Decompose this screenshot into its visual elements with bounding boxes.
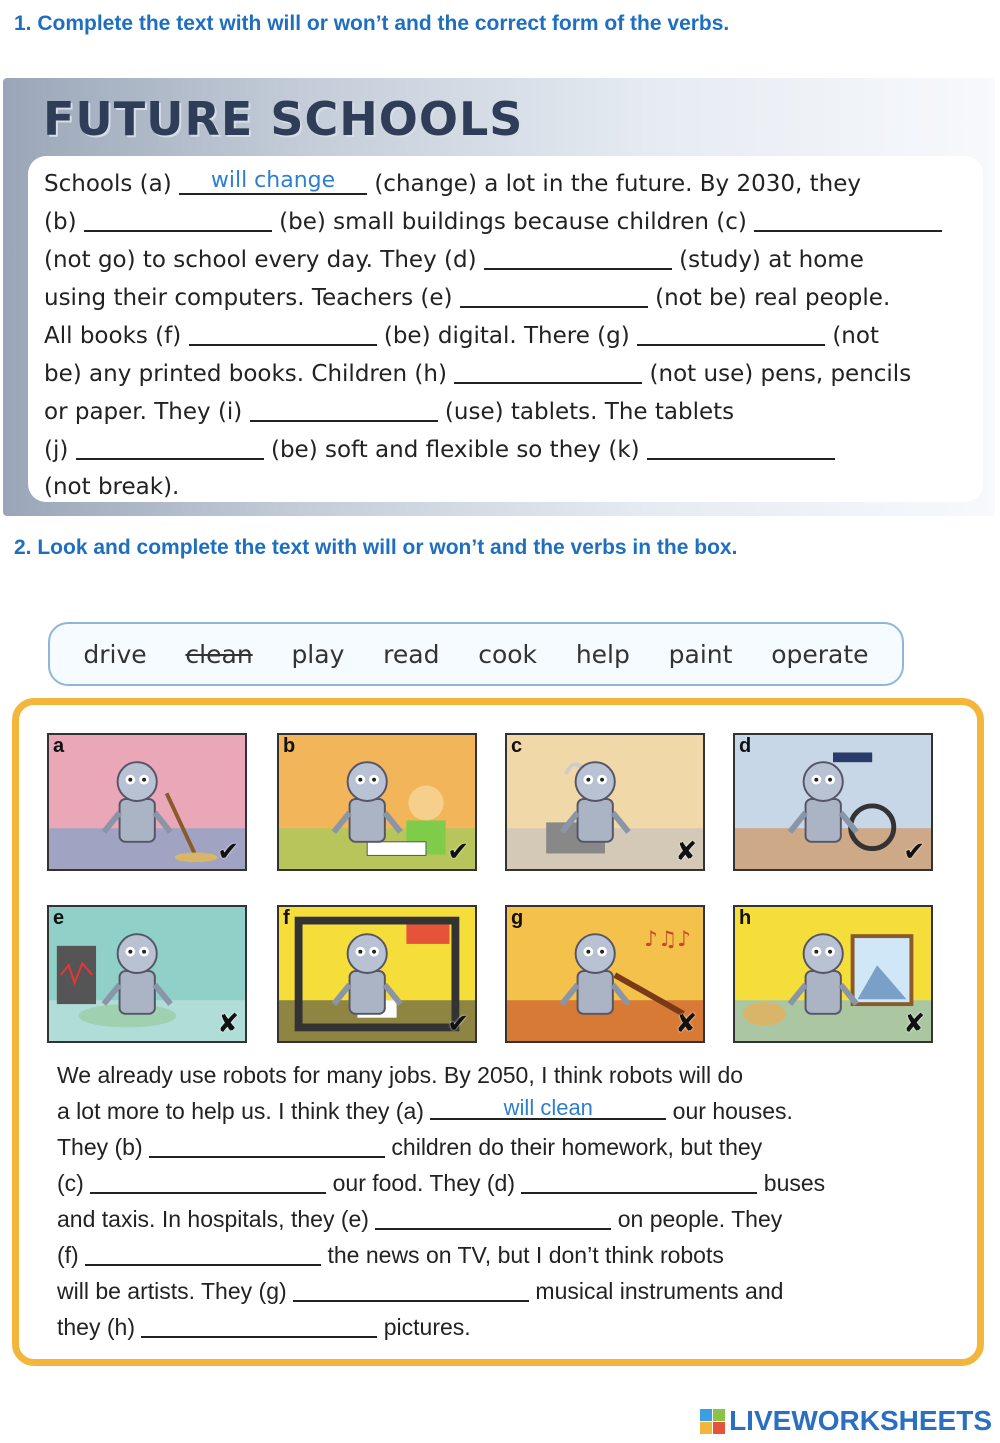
fs-text-line <box>44 279 967 317</box>
text-segment: using their computers. Teachers (e) <box>44 285 460 311</box>
fs-answer-blank[interactable] <box>460 282 648 308</box>
story-answer-blank[interactable] <box>90 1170 326 1194</box>
picture-letter: h <box>739 907 752 929</box>
fs-answer-blank[interactable] <box>189 320 377 346</box>
story-text-line <box>57 1309 957 1345</box>
future-schools-panel <box>3 78 995 516</box>
verb-read: read <box>383 639 440 669</box>
picture-letter: a <box>53 735 65 757</box>
answer-text: will change <box>210 168 336 193</box>
fs-text-line <box>44 203 967 241</box>
text-segment: All books (f) <box>44 323 189 349</box>
fs-answer-blank[interactable] <box>76 434 264 460</box>
story-text-line <box>57 1273 957 1309</box>
story-text-line <box>57 1165 957 1201</box>
check-mark-icon: ✔ <box>447 1009 469 1039</box>
picture-g <box>505 905 705 1043</box>
text-segment: our food. They (d) <box>326 1170 522 1196</box>
text-segment: (j) <box>44 437 76 463</box>
answer-text: will clean <box>503 1095 593 1120</box>
picture-letter: e <box>53 907 65 929</box>
fs-text-line <box>44 393 967 431</box>
cross-mark-icon: ✘ <box>217 1009 239 1039</box>
text-segment: (c) <box>57 1170 91 1196</box>
picture-letter: b <box>283 735 296 757</box>
text-segment: will be artists. They (g) <box>57 1278 294 1304</box>
fs-text-line <box>44 469 967 506</box>
story-answer-blank[interactable] <box>521 1170 757 1194</box>
fs-answer-blank[interactable] <box>637 320 825 346</box>
text-segment: (not break). <box>44 474 180 500</box>
verb-operate: operate <box>771 639 869 669</box>
text-segment: (not use) pens, pencils <box>642 361 912 387</box>
robot-panel <box>12 698 984 1366</box>
picture-f <box>277 905 477 1043</box>
fs-answer-blank[interactable] <box>84 206 272 232</box>
fs-text-line <box>44 355 967 393</box>
text-segment: children do their homework, but they <box>385 1134 763 1160</box>
text-segment: (be) digital. There (g) <box>376 323 638 349</box>
text-segment: and taxis. In hospitals, they (e) <box>57 1206 376 1232</box>
story-answer-blank[interactable] <box>141 1314 377 1338</box>
liveworksheets-logo <box>700 1405 992 1437</box>
text-segment: (change) a lot in the future. By 2030, they <box>367 171 861 197</box>
text-segment: (study) at home <box>671 247 864 273</box>
story-answer-blank[interactable] <box>293 1278 529 1302</box>
fs-text-line <box>44 166 967 203</box>
fs-text-line <box>44 241 967 279</box>
picture-letter: c <box>511 735 523 757</box>
text-segment: Schools (a) <box>44 171 180 197</box>
check-mark-icon: ✔ <box>903 837 925 867</box>
picture-d <box>733 733 933 871</box>
text-segment: (not <box>825 323 879 349</box>
fs-answer-blank[interactable] <box>484 244 672 270</box>
check-mark-icon: ✔ <box>217 837 239 867</box>
future-schools-title: FUTURE SCHOOLS <box>43 92 524 146</box>
text-segment: on people. They <box>611 1206 783 1232</box>
story-answer-blank[interactable] <box>85 1242 321 1266</box>
exercise2-instruction: 2. Look and complete the text with will or won’t and the verbs in the box. <box>14 536 738 559</box>
fs-answer-blank[interactable] <box>454 358 642 384</box>
verb-help: help <box>575 639 630 669</box>
svg-text:♪♫♪: ♪♫♪ <box>644 926 692 952</box>
cross-mark-icon: ✘ <box>903 1009 925 1039</box>
text-segment: We already use robots for many jobs. By 2050, I think robots will do <box>57 1062 744 1088</box>
future-schools-text <box>28 156 983 502</box>
text-segment: or paper. They (i) <box>44 399 250 425</box>
logo-text: LIVEWORKSHEETS <box>729 1405 992 1436</box>
text-segment: (not go) to school every day. They (d) <box>44 247 484 273</box>
picture-b <box>277 733 477 871</box>
verb-box <box>48 622 904 686</box>
picture-a <box>47 733 247 871</box>
story-answer-blank[interactable] <box>375 1206 611 1230</box>
story-text-line <box>57 1129 957 1165</box>
picture-letter: g <box>511 907 524 929</box>
fs-answer-blank[interactable] <box>647 434 835 460</box>
cross-mark-icon: ✘ <box>675 837 697 867</box>
text-segment: the news on TV, but I don’t think robots <box>321 1242 724 1268</box>
picture-e <box>47 905 247 1043</box>
robot-story-text <box>57 1057 957 1345</box>
text-segment: (be) soft and flexible so they (k) <box>263 437 647 463</box>
exercise1-instruction: 1. Complete the text with will or won’t and the correct form of the verbs. <box>14 12 730 35</box>
text-segment: they (h) <box>57 1314 142 1340</box>
text-segment: our houses. <box>666 1098 793 1124</box>
fs-text-line <box>44 431 967 469</box>
text-segment: (use) tablets. The tablets <box>437 399 735 425</box>
text-segment: be) any printed books. Children (h) <box>44 361 455 387</box>
fs-answer-blank[interactable] <box>754 206 942 232</box>
text-segment: musical instruments and <box>529 1278 784 1304</box>
cross-mark-icon: ✘ <box>675 1009 697 1039</box>
verb-clean: clean <box>185 639 253 669</box>
story-text-line <box>57 1057 957 1093</box>
verb-paint: paint <box>668 639 733 669</box>
text-segment: (not be) real people. <box>647 285 891 311</box>
story-answer-blank[interactable] <box>430 1096 666 1120</box>
text-segment: (f) <box>57 1242 86 1268</box>
check-mark-icon: ✔ <box>447 837 469 867</box>
text-segment: pictures. <box>377 1314 471 1340</box>
verb-drive: drive <box>83 639 147 669</box>
text-segment: They (b) <box>57 1134 150 1160</box>
story-text-line <box>57 1237 957 1273</box>
picture-letter: f <box>283 907 290 929</box>
verb-play: play <box>291 639 345 669</box>
fs-text-line <box>44 317 967 355</box>
text-segment: (b) <box>44 209 84 235</box>
text-segment: a lot more to help us. I think they (a) <box>57 1098 431 1124</box>
picture-h <box>733 905 933 1043</box>
text-segment: buses <box>757 1170 826 1196</box>
story-text-line <box>57 1201 957 1237</box>
fs-answer-blank[interactable] <box>179 169 367 195</box>
picture-c <box>505 733 705 871</box>
fs-answer-blank[interactable] <box>250 396 438 422</box>
story-answer-blank[interactable] <box>149 1134 385 1158</box>
picture-letter: d <box>739 735 752 757</box>
verb-cook: cook <box>478 639 538 669</box>
text-segment: (be) small buildings because children (c) <box>271 209 755 235</box>
story-text-line <box>57 1093 957 1129</box>
logo-grid-icon <box>700 1409 725 1434</box>
